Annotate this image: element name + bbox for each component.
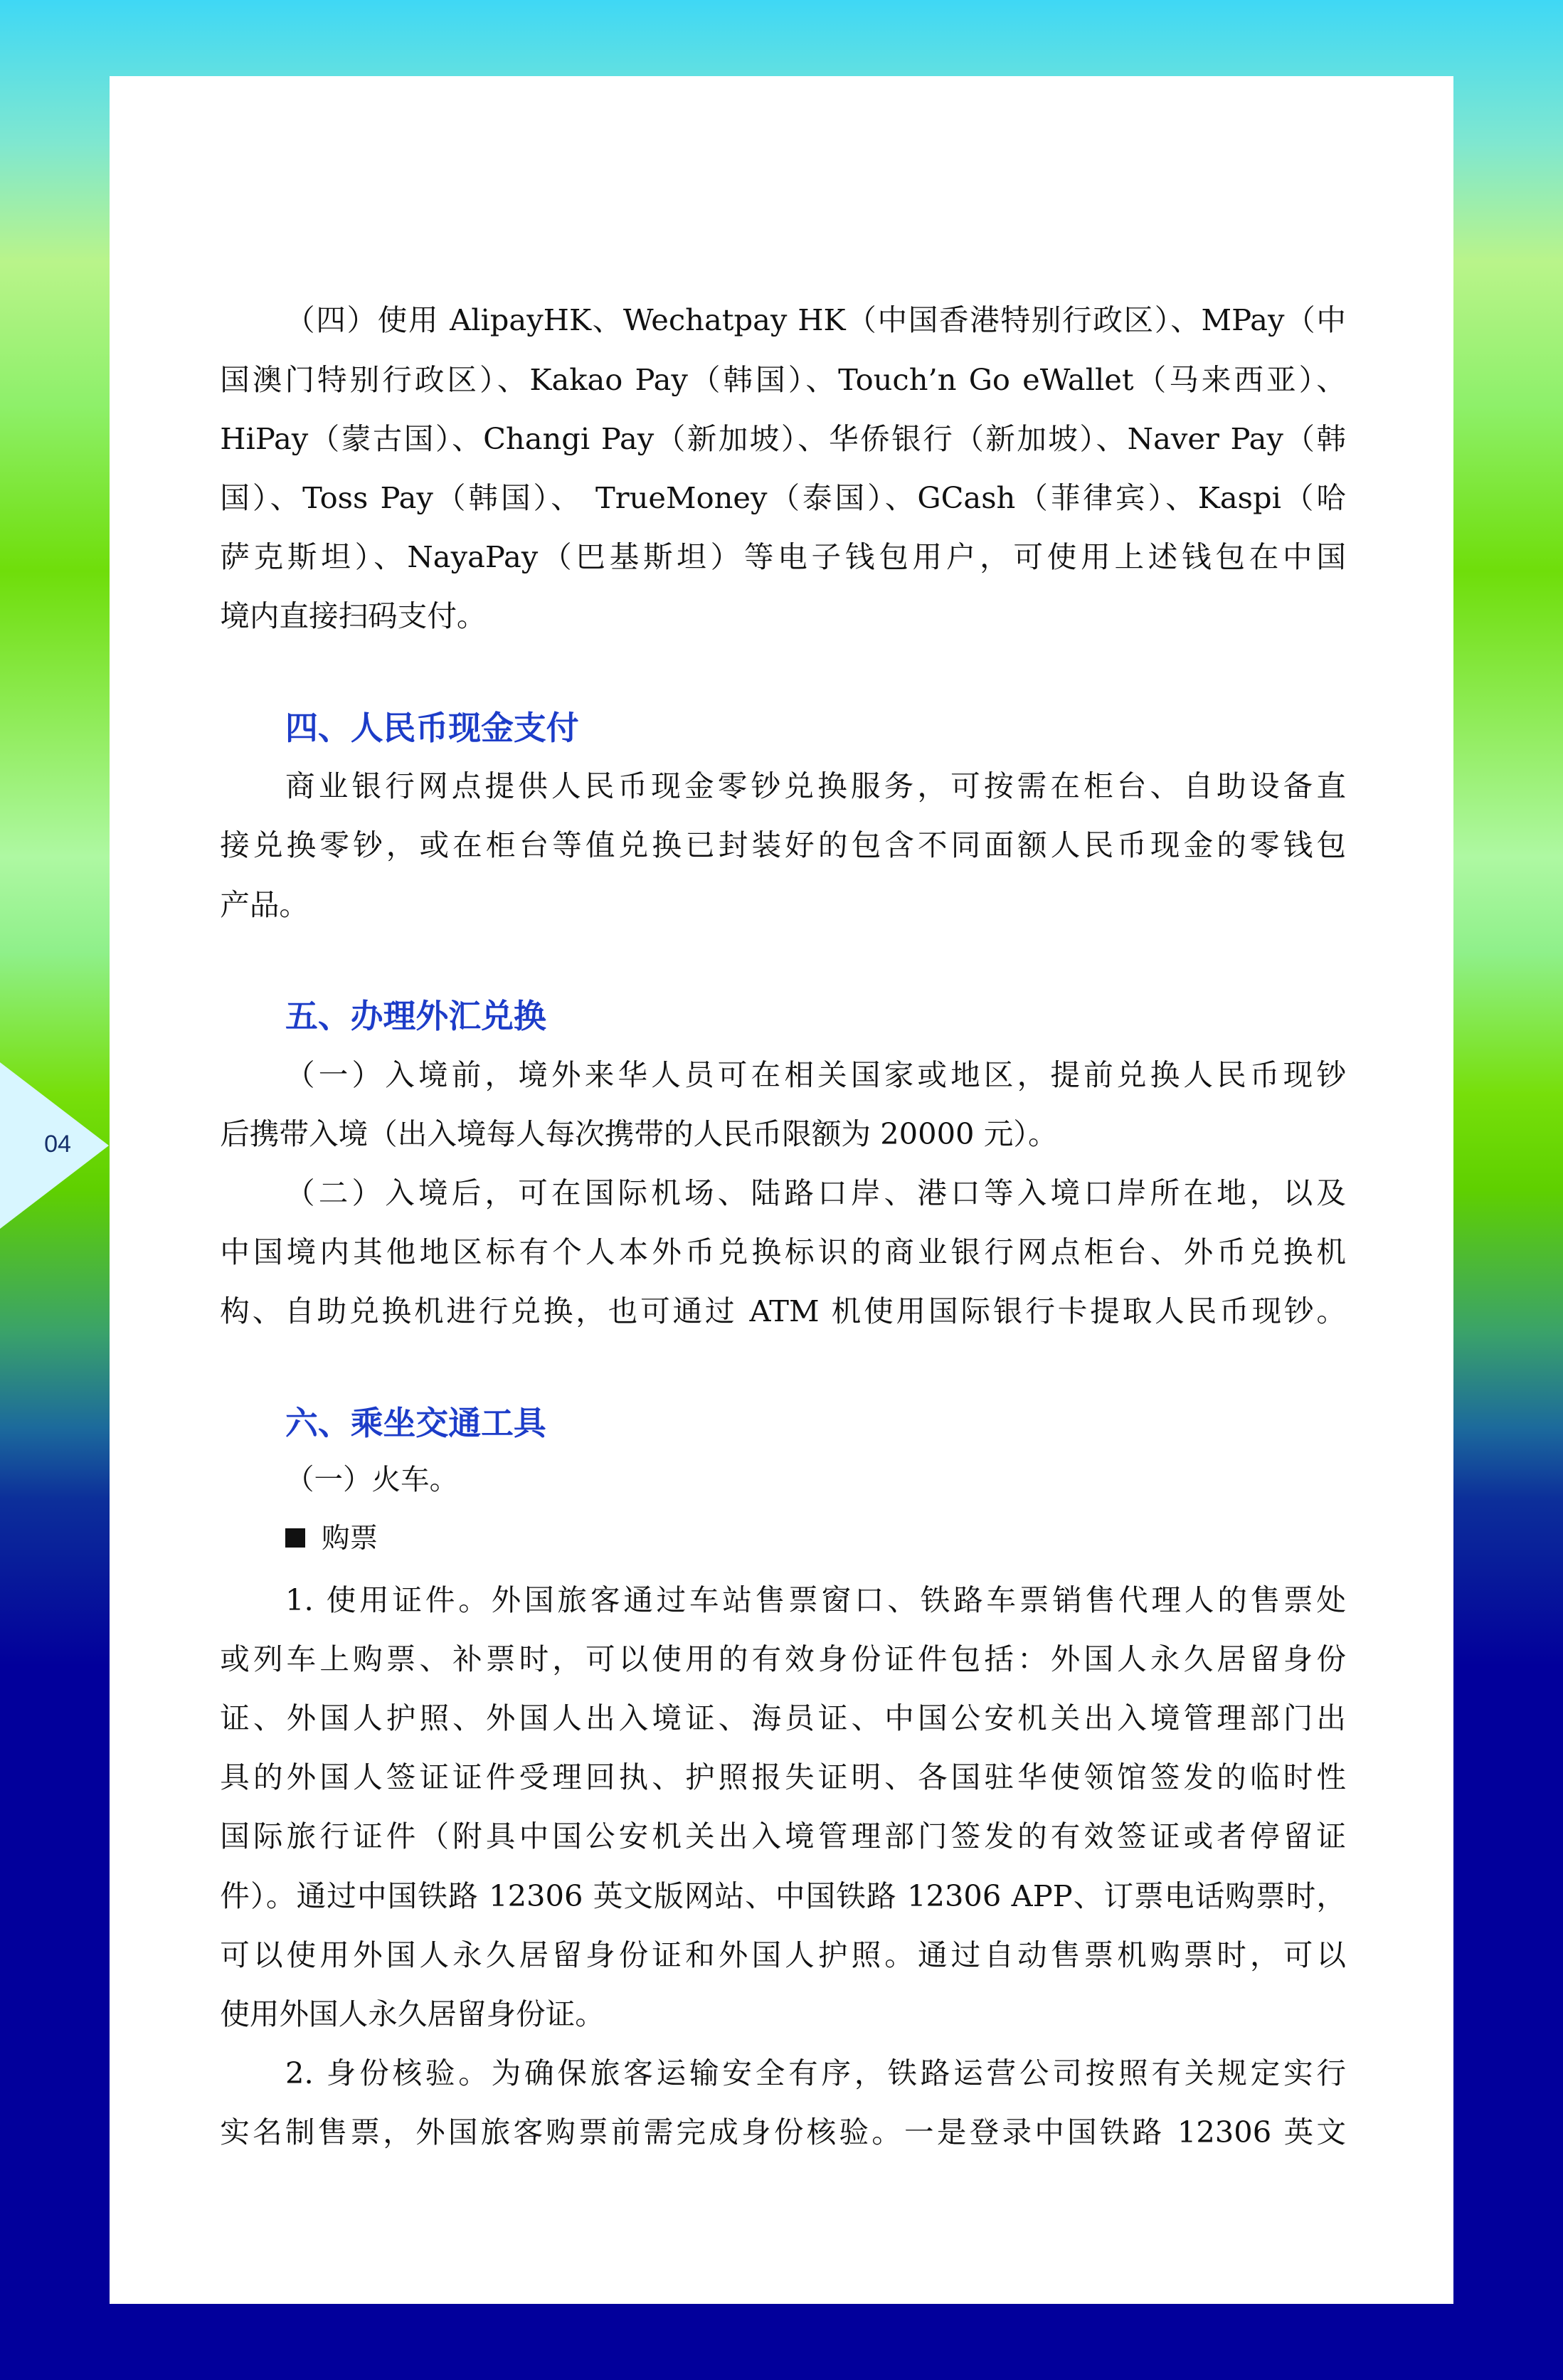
bullet-ticket — [285, 1520, 378, 1557]
section-heading-fx: 五、办理外汇兑换 — [285, 997, 546, 1036]
paragraph-line: 证、外国人护照、外国人出入境证、海员证、中国公安机关出入境管理部门出 — [220, 1700, 1346, 1735]
subheading-train: （一）火车。 — [285, 1462, 459, 1497]
paragraph-line: 实名制售票，外国旅客购票前需完成身份核验。一是登录中国铁路 12306 英文 — [220, 2115, 1346, 2150]
paragraph-line: 件）。通过中国铁路 12306 英文版网站、中国铁路 12306 APP、订票电话购票时， — [220, 1878, 1346, 1913]
paragraph-line: 构、自助兑换机进行兑换，也可通过 ATM 机使用国际银行卡提取人民币现钞。 — [220, 1294, 1346, 1329]
paragraph-line: （四）使用 AlipayHK、Wechatpay HK（中国香港特别行政区）、MPay（中 — [285, 302, 1346, 338]
section-heading-transport: 六、乘坐交通工具 — [285, 1404, 546, 1443]
paragraph-line: 或列车上购票、补票时，可以使用的有效身份证件包括：外国人永久居留身份 — [220, 1641, 1346, 1676]
paragraph-line: 1. 使用证件。外国旅客通过车站售票窗口、铁路车票销售代理人的售票处 — [285, 1582, 1346, 1617]
paragraph-line: 接兑换零钞，或在柜台等值兑换已封装好的包含不同面额人民币现金的零钱包 — [220, 827, 1346, 863]
paragraph-line: 商业银行网点提供人民币现金零钞兑换服务，可按需在柜台、自助设备直 — [285, 768, 1346, 804]
page-number: 04 — [44, 1131, 72, 1158]
bullet-label: 购票 — [322, 1522, 378, 1555]
paragraph-line: 2. 身份核验。为确保旅客运输安全有序，铁路运营公司按照有关规定实行 — [285, 2056, 1346, 2091]
paragraph-line: 国际旅行证件（附具中国公安机关出入境管理部门签发的有效签证或者停留证 — [220, 1819, 1346, 1854]
paragraph-line: 国澳门特别行政区）、Kakao Pay（韩国）、Touch’n Go eWallet（马来西亚）、 — [220, 361, 1346, 397]
paragraph-line: 产品。 — [220, 887, 309, 922]
paragraph-line: （一）入境前，境外来华人员可在相关国家或地区，提前兑换人民币现钞 — [285, 1057, 1346, 1092]
paragraph-line: 中国境内其他地区标有个人本外币兑换标识的商业银行网点柜台、外币兑换机 — [220, 1234, 1346, 1270]
paragraph-line: 萨克斯坦）、NayaPay（巴基斯坦）等电子钱包用户，可使用上述钱包在中国 — [220, 539, 1346, 575]
paragraph-line: （二）入境后，可在国际机场、陆路口岸、港口等入境口岸所在地，以及 — [285, 1175, 1346, 1210]
paragraph-line: 境内直接扫码支付。 — [220, 598, 487, 634]
paragraph-line: 可以使用外国人永久居留身份证和外国人护照。通过自动售票机购票时，可以 — [220, 1937, 1346, 1972]
paragraph-line: 使用外国人永久居留身份证。 — [220, 1996, 605, 2031]
section-heading-cash: 四、人民币现金支付 — [285, 709, 579, 748]
paragraph-line: HiPay（蒙古国）、Changi Pay（新加坡）、华侨银行（新加坡）、Naver Pay（韩 — [220, 421, 1346, 456]
paragraph-line: 国）、Toss Pay（韩国）、 TrueMoney（泰国）、GCash（菲律宾）、Kaspi（哈 — [220, 480, 1346, 516]
square-bullet-icon — [285, 1528, 305, 1548]
paragraph-line: 后携带入境（出入境每人每次携带的人民币限额为 20000 元）。 — [220, 1116, 1058, 1151]
paragraph-line: 具的外国人签证证件受理回执、护照报失证明、各国驻华使领馆签发的临时性 — [220, 1760, 1346, 1795]
